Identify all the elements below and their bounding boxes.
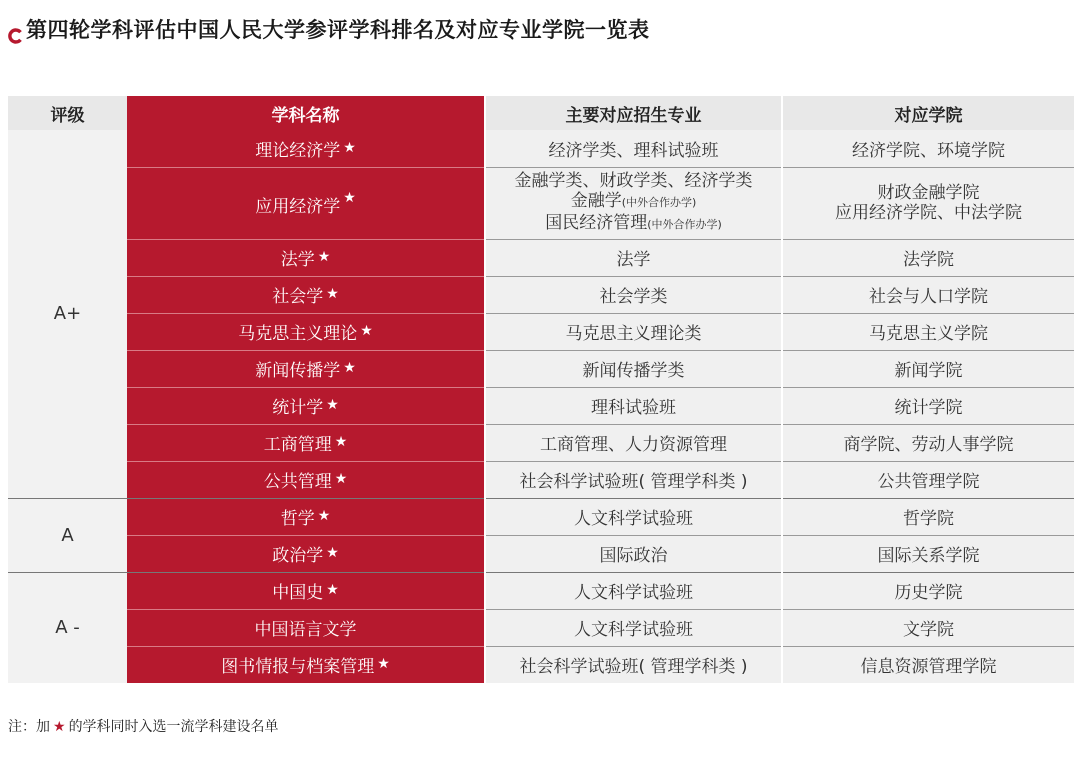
subject-name: 图书情报与档案管理 <box>221 657 375 678</box>
subject-cell <box>127 276 485 313</box>
subject-cell <box>127 167 485 239</box>
major-note: (中外合作办学) <box>647 218 722 231</box>
header-college: 对应学院 <box>782 96 1074 130</box>
college-text: 商学院、劳动人事学院 <box>843 435 1014 455</box>
subject-name: 法学 <box>280 250 315 270</box>
footnote-suffix: 的学科同时入选一流学科建设名单 <box>68 719 279 735</box>
major-cell <box>485 609 782 646</box>
subject-name: 马克思主义理论 <box>238 324 358 344</box>
star-icon: ★ <box>343 139 356 156</box>
star-icon: ★ <box>334 434 348 450</box>
subject-cell <box>127 350 485 387</box>
table-row <box>8 350 1074 387</box>
table-row <box>8 239 1074 276</box>
college-cell <box>782 167 1074 239</box>
subject-name: 理论经济学 <box>255 140 341 161</box>
table-row <box>8 387 1074 424</box>
grade-cell-a-plus: A+ <box>8 130 127 498</box>
major-line <box>486 191 781 213</box>
table-header-row <box>8 96 1074 130</box>
table-row <box>8 535 1074 572</box>
table-row <box>8 167 1074 239</box>
table-row <box>8 646 1074 683</box>
grade-cell-a-minus: A - <box>8 572 127 683</box>
college-text: 统计学院 <box>894 398 963 418</box>
college-cell <box>782 239 1074 276</box>
subject-cell <box>127 498 485 535</box>
college-text: 社会与人口学院 <box>869 287 988 307</box>
major-text: 理科试验班 <box>591 398 676 418</box>
college-text: 新闻学院 <box>894 361 963 381</box>
subject-cell <box>127 646 485 683</box>
college-cell <box>782 498 1074 535</box>
star-icon: ★ <box>326 545 339 561</box>
header-subject: 学科名称 <box>127 96 485 130</box>
grade-cell-a: A <box>8 498 127 572</box>
major-cell <box>485 130 782 167</box>
c-logo-icon <box>8 28 24 44</box>
subject-cell <box>127 239 485 276</box>
subject-name: 中国史 <box>272 583 324 603</box>
major-text: 国际政治 <box>599 546 668 566</box>
star-icon: ★ <box>317 508 331 524</box>
subject-name: 应用经济学 <box>255 196 341 217</box>
college-text: 财政金融学院 <box>877 183 980 203</box>
table-row <box>8 461 1074 498</box>
subject-name: 统计学 <box>272 398 324 418</box>
college-text: 国际关系学院 <box>877 546 980 566</box>
major-cell <box>485 535 782 572</box>
major-text: 工商管理、人力资源管理 <box>540 435 727 455</box>
table-row <box>8 572 1074 609</box>
major-text: 金融学类、财政学类、经济学类 <box>514 171 753 191</box>
table-row <box>8 130 1074 167</box>
major-text: 社会学类 <box>599 287 668 307</box>
major-cell <box>485 276 782 313</box>
star-icon: ★ <box>53 719 66 735</box>
footnote-prefix: 注：加 <box>8 719 50 735</box>
college-cell <box>782 387 1074 424</box>
college-cell <box>782 424 1074 461</box>
table-row <box>8 313 1074 350</box>
major-text: 社会科学试验班( 管理学科类 ) <box>519 657 748 678</box>
major-text: 新闻传播学类 <box>582 361 685 381</box>
major-note: (中外合作办学) <box>621 196 697 209</box>
table-row <box>8 424 1074 461</box>
subject-cell <box>127 609 485 646</box>
subject-name: 新闻传播学 <box>255 361 341 381</box>
major-text: 社会科学试验班( 管理学科类 ) <box>519 472 748 492</box>
college-text: 信息资源管理学院 <box>860 657 997 678</box>
star-icon: ★ <box>317 249 331 265</box>
major-text: 人文科学试验班 <box>574 620 693 640</box>
subject-name: 中国语言文学 <box>254 620 357 640</box>
major-text: 马克思主义理论类 <box>565 324 702 344</box>
college-cell <box>782 535 1074 572</box>
college-text: 应用经济学院、中法学院 <box>835 203 1022 223</box>
subject-cell <box>127 387 485 424</box>
major-text: 金融学 <box>570 191 622 211</box>
star-icon: ★ <box>360 323 373 339</box>
subject-cell <box>127 461 485 498</box>
major-cell <box>485 167 782 239</box>
subject-name: 公共管理 <box>263 472 332 492</box>
major-text: 国民经济管理 <box>545 213 648 233</box>
college-text: 经济学院、环境学院 <box>852 140 1005 161</box>
college-text: 哲学院 <box>903 509 954 529</box>
subject-cell <box>127 313 485 350</box>
major-cell <box>485 461 782 498</box>
major-cell <box>485 350 782 387</box>
subject-cell <box>127 572 485 609</box>
major-text: 经济学类、理科试验班 <box>548 140 719 161</box>
subject-name: 政治学 <box>272 546 324 566</box>
college-cell <box>782 130 1074 167</box>
subject-cell <box>127 424 485 461</box>
star-icon: ★ <box>343 360 356 376</box>
header-grade: 评级 <box>8 96 127 130</box>
college-text: 马克思主义学院 <box>869 324 988 344</box>
major-cell <box>485 239 782 276</box>
major-text: 人文科学试验班 <box>574 509 693 529</box>
subject-name: 哲学 <box>280 509 315 529</box>
table-row <box>8 609 1074 646</box>
college-text: 文学院 <box>903 620 954 640</box>
major-cell <box>485 646 782 683</box>
footnote <box>8 716 279 736</box>
subject-cell <box>127 535 485 572</box>
college-cell <box>782 646 1074 683</box>
college-text: 公共管理学院 <box>877 472 980 492</box>
major-text: 人文科学试验班 <box>574 583 693 603</box>
page-title: 第四轮学科评估中国人民大学参评学科排名及对应专业学院一览表 <box>26 18 650 42</box>
table-row <box>8 498 1074 535</box>
star-icon: ★ <box>334 471 348 487</box>
table-row <box>8 276 1074 313</box>
major-line <box>486 213 781 235</box>
major-cell <box>485 387 782 424</box>
title-bar <box>8 14 650 44</box>
college-text: 法学院 <box>903 250 954 270</box>
college-text: 历史学院 <box>894 583 963 603</box>
college-cell <box>782 572 1074 609</box>
subject-name: 社会学 <box>272 287 324 307</box>
college-cell <box>782 461 1074 498</box>
major-text: 法学 <box>616 250 651 270</box>
college-cell <box>782 609 1074 646</box>
subject-cell <box>127 130 485 167</box>
star-icon: ★ <box>326 286 339 302</box>
college-cell <box>782 350 1074 387</box>
college-cell <box>782 313 1074 350</box>
star-icon: ★ <box>326 397 339 413</box>
major-cell <box>485 313 782 350</box>
star-icon: ★ <box>326 582 339 598</box>
header-major: 主要对应招生专业 <box>485 96 782 130</box>
major-cell <box>485 572 782 609</box>
college-cell <box>782 276 1074 313</box>
major-cell <box>485 424 782 461</box>
major-cell <box>485 498 782 535</box>
star-icon: ★ <box>343 189 356 206</box>
ranking-table <box>8 96 1074 683</box>
subject-name: 工商管理 <box>263 435 332 455</box>
star-icon: ★ <box>377 656 390 673</box>
